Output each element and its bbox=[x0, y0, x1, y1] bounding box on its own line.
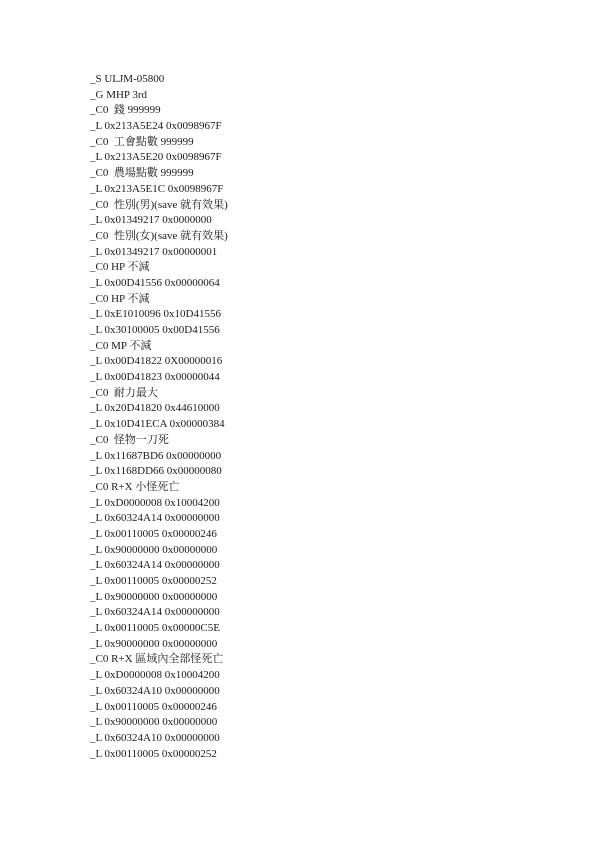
code-line: _C0 R+X 區域內全部怪死亡 bbox=[90, 653, 224, 666]
code-line: _L 0x00110005 0x00000252 bbox=[90, 747, 217, 760]
code-line: _L 0x11687BD6 0x00000000 bbox=[90, 449, 222, 462]
code-line: _L 0x00110005 0x00000246 bbox=[90, 700, 217, 713]
code-line: _L 0x1168DD66 0x00000080 bbox=[90, 465, 222, 478]
code-line: _L 0x10D41ECA 0x00000384 bbox=[90, 418, 225, 431]
code-line: _L 0x60324A14 0x00000000 bbox=[90, 606, 220, 619]
code-line: _C0 性別(男)(save 就有效果) bbox=[90, 198, 228, 211]
code-line: _L 0x01349217 0x00000001 bbox=[90, 245, 218, 258]
code-line: _L 0x00D41822 0X00000016 bbox=[90, 355, 223, 368]
cheat-code-list bbox=[90, 72, 228, 762]
code-line: _C0 耐力最大 bbox=[90, 386, 158, 399]
code-line: _L 0x01349217 0x0000000 bbox=[90, 214, 212, 227]
code-line: _S ULJM-05800 bbox=[90, 73, 165, 85]
code-line: _L 0x00110005 0x00000252 bbox=[90, 575, 217, 587]
code-line: _C0 農場點數 999999 bbox=[90, 167, 194, 180]
code-line: _L 0xD0000008 0x10004200 bbox=[90, 669, 220, 682]
code-line: _L 0x60324A10 0x00000000 bbox=[90, 731, 220, 744]
code-line: _L 0x90000000 0x00000000 bbox=[90, 590, 218, 603]
code-line: _L 0xD0000008 0x10004200 bbox=[90, 496, 220, 509]
code-line: _L 0x00D41823 0x00000044 bbox=[90, 371, 220, 384]
code-line: _C0 HP 不減 bbox=[90, 292, 150, 305]
code-line: _C0 MP 不減 bbox=[90, 339, 152, 352]
code-line: _L 0x00110005 0x00000246 bbox=[90, 527, 217, 540]
code-line: _L 0xE1010096 0x10D41556 bbox=[90, 308, 221, 321]
code-line: _C0 性別(女)(save 就有效果) bbox=[90, 229, 228, 242]
code-line: _C0 工會點數 999999 bbox=[90, 135, 194, 148]
code-line: _G MHP 3rd bbox=[90, 88, 148, 101]
code-line: _C0 R+X 小怪死亡 bbox=[90, 480, 180, 493]
code-line: _L 0x60324A14 0x00000000 bbox=[90, 512, 220, 525]
code-line: _L 0x90000000 0x00000000 bbox=[90, 543, 218, 556]
code-line: _C0 怪物一刀死 bbox=[90, 433, 169, 446]
code-line: _L 0x00D41556 0x00000064 bbox=[90, 276, 220, 289]
code-line: _L 0x90000000 0x00000000 bbox=[90, 716, 218, 729]
code-line: _C0 錢 999999 bbox=[90, 104, 161, 117]
code-line: _L 0x30100005 0x00D41556 bbox=[90, 324, 220, 336]
code-line: _L 0x20D41820 0x44610000 bbox=[90, 402, 220, 415]
code-line: _L 0x213A5E20 0x0098967F bbox=[90, 151, 222, 164]
code-line: _L 0x60324A10 0x00000000 bbox=[90, 684, 220, 697]
code-line: _L 0x213A5E24 0x0098967F bbox=[90, 120, 222, 133]
code-line: _L 0x00110005 0x00000C5E bbox=[90, 622, 220, 635]
code-line: _L 0x213A5E1C 0x0098967F bbox=[90, 182, 224, 195]
code-line: _C0 HP 不減 bbox=[90, 261, 150, 274]
code-line: _L 0x60324A14 0x00000000 bbox=[90, 559, 220, 572]
code-line: _L 0x90000000 0x00000000 bbox=[90, 637, 218, 650]
